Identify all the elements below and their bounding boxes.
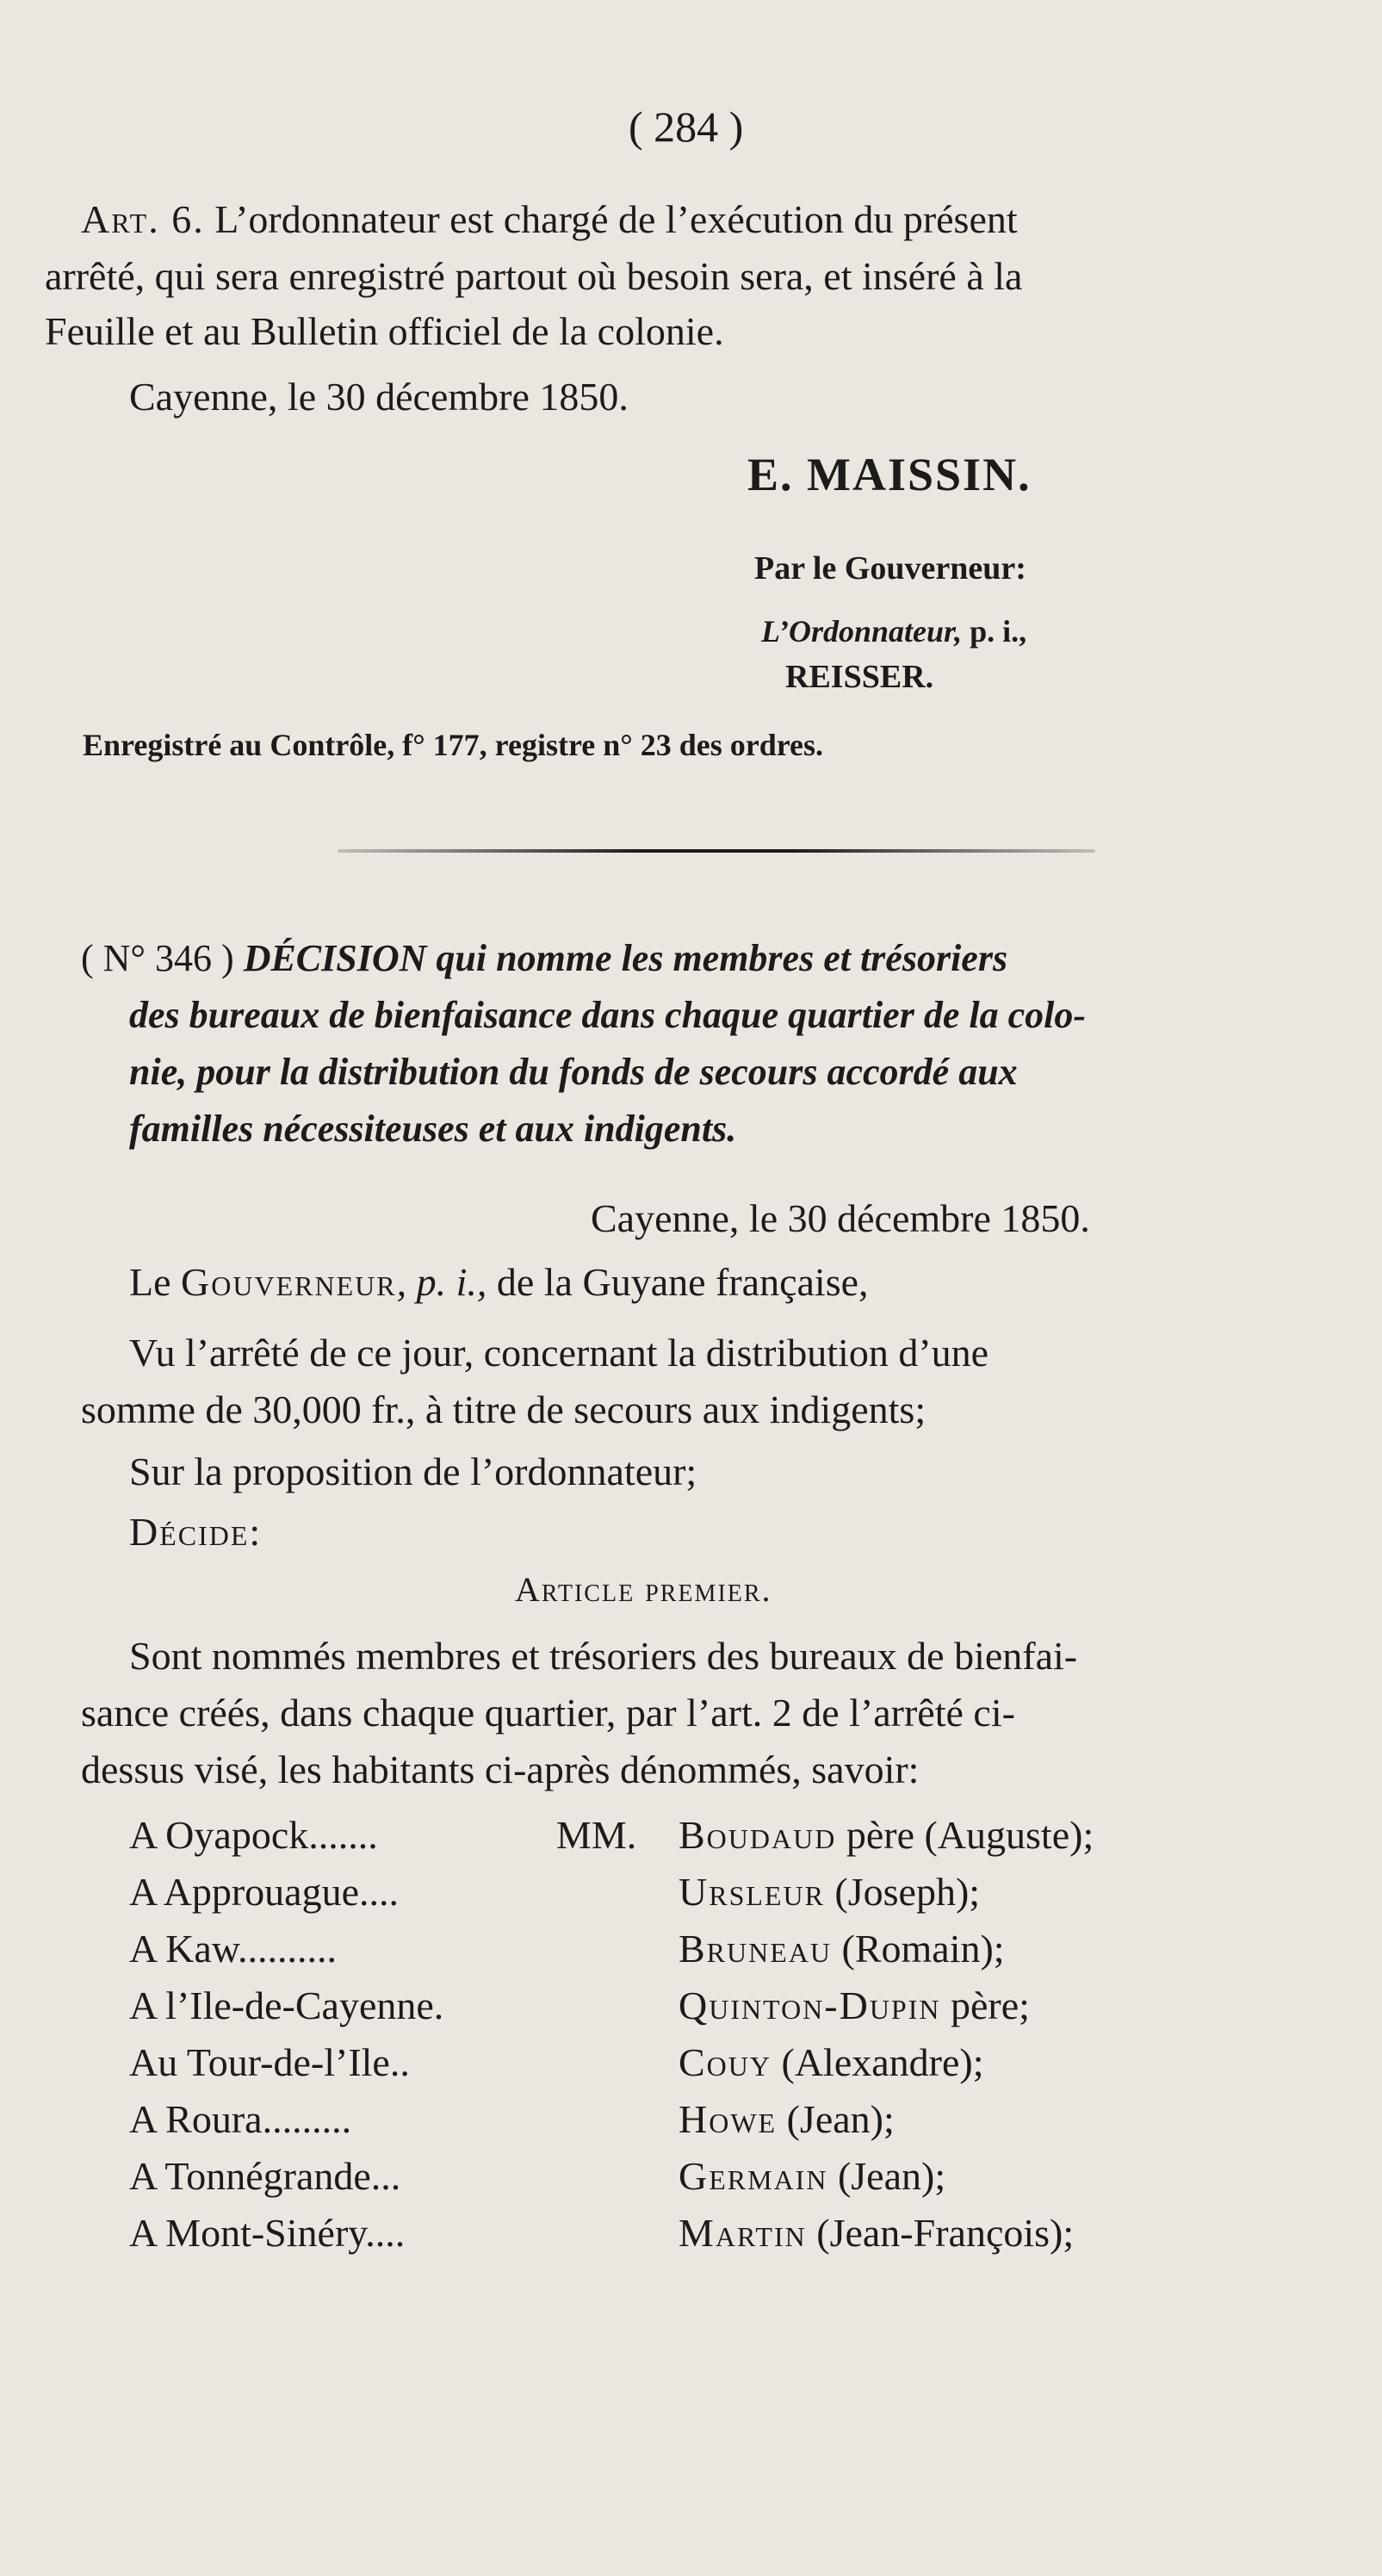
given-name: (Jean-François); (806, 2211, 1075, 2255)
ordonnateur-pi: p. i., (962, 614, 1027, 649)
place-approuague: A Approuague.... (129, 1870, 400, 1914)
art6-line3: Feuille et au Bulletin officiel de la colonie. (45, 309, 724, 353)
given-name: (Jean); (777, 2097, 895, 2141)
surname: Ursleur (679, 1870, 825, 1914)
governor-signature: E. MAISSIN. (747, 449, 1032, 500)
le-word: Le (129, 1260, 182, 1304)
decide-heading: Décide: (129, 1510, 263, 1554)
preamble-gouverneur (129, 1254, 869, 1311)
place-ile-de-cayenne: A l’Ile-de-Cayenne. (129, 1983, 444, 2027)
name-germain (679, 2153, 945, 2199)
given-name: père; (940, 1983, 1030, 2027)
surname: Martin (679, 2211, 807, 2255)
surname: Boudaud (679, 1813, 837, 1857)
article-line3: dessus visé, les habitants ci-après dénommés, savoir: (81, 1747, 920, 1791)
article-premier-heading: Article premier. (515, 1570, 772, 1609)
surname: Howe (679, 2097, 778, 2141)
gouverneur-word: Gouverneur (181, 1260, 397, 1304)
article-line1: Sont nommés membres et trésoriers des bureaux de bienfai- (129, 1634, 1078, 1678)
reisser-signature: REISSER. (785, 659, 934, 695)
place-kaw: A Kaw.......... (129, 1927, 338, 1971)
given-name: (Joseph); (824, 1870, 981, 1914)
gouverneur-rest: de la Guyane française, (486, 1260, 869, 1304)
decision-title-line2: des bureaux de bienfaisance dans chaque quartier de la colo- (129, 994, 1086, 1036)
decision-title-line4: familles nécessiteuses et aux indigents. (129, 1108, 737, 1150)
name-bruneau (679, 1926, 1005, 1971)
art6-label: Art. 6. (81, 197, 205, 241)
sur-la-proposition: Sur la proposition de l’ordonnateur; (129, 1449, 697, 1493)
surname: Couy (679, 2040, 772, 2084)
decision-title-line1 (81, 932, 1007, 985)
decision-title-1: DÉCISION qui nomme les membres et trésoriers (243, 937, 1008, 979)
surname: Germain (679, 2154, 828, 2198)
place-oyapock: A Oyapock....... (129, 1813, 378, 1857)
surname: Quinton-Dupin (679, 1983, 941, 2027)
article-line2: sance créés, dans chaque quartier, par l’art. 2 de l’arrêté ci- (81, 1691, 1015, 1735)
art6-line2: arrêté, qui sera enregistré partout où besoin sera, et inséré à la (45, 254, 1023, 298)
name-couy (679, 2039, 984, 2085)
dateline-2: Cayenne, le 30 décembre 1850. (591, 1196, 1090, 1240)
ordonnateur-title (761, 613, 1026, 649)
section-divider (338, 849, 1095, 853)
name-ursleur (679, 1869, 980, 1915)
ordonnateur-label: L’Ordonnateur, (761, 614, 963, 649)
given-name: (Jean); (827, 2154, 946, 2198)
art6-text1: L’ordonnateur est chargé de l’exécution du présent (214, 197, 1018, 241)
place-roura: A Roura......... (129, 2097, 352, 2141)
given-name: (Alexandre); (772, 2040, 984, 2084)
name-martin (679, 2210, 1074, 2256)
vu-line1: Vu l’arrêté de ce jour, concernant la distribution d’une (129, 1331, 989, 1375)
given-name: père (Auguste); (836, 1813, 1094, 1857)
decision-title-line3: nie, pour la distribution du fonds de secours accordé aux (129, 1051, 1018, 1093)
place-tonnegrande: A Tonnégrande... (129, 2154, 401, 2198)
page-number: ( 284 ) (629, 102, 744, 151)
registration-note: Enregistré au Contrôle, f° 177, registre n° 23 des ordres. (83, 728, 824, 762)
name-howe (679, 2096, 895, 2142)
given-name: (Romain); (832, 1927, 1005, 1971)
place-mont-sinery: A Mont-Sinéry.... (129, 2211, 406, 2255)
par-le-gouverneur: Par le Gouverneur: (754, 550, 1026, 587)
dateline-1: Cayenne, le 30 décembre 1850. (129, 375, 629, 419)
name-boudaud (679, 1812, 1094, 1858)
surname: Bruneau (679, 1927, 833, 1971)
gouverneur-pi: , p. i., (396, 1260, 487, 1304)
place-tour-de-l-ile: Au Tour-de-l’Ile.. (129, 2040, 410, 2084)
art6-line1 (81, 191, 1018, 248)
decision-number: ( N° 346 ) (81, 937, 234, 979)
name-quinton-dupin (679, 1983, 1030, 2028)
vu-line2: somme de 30,000 fr., à titre de secours aux indigents; (81, 1387, 926, 1431)
mm-label: MM. (556, 1813, 637, 1857)
